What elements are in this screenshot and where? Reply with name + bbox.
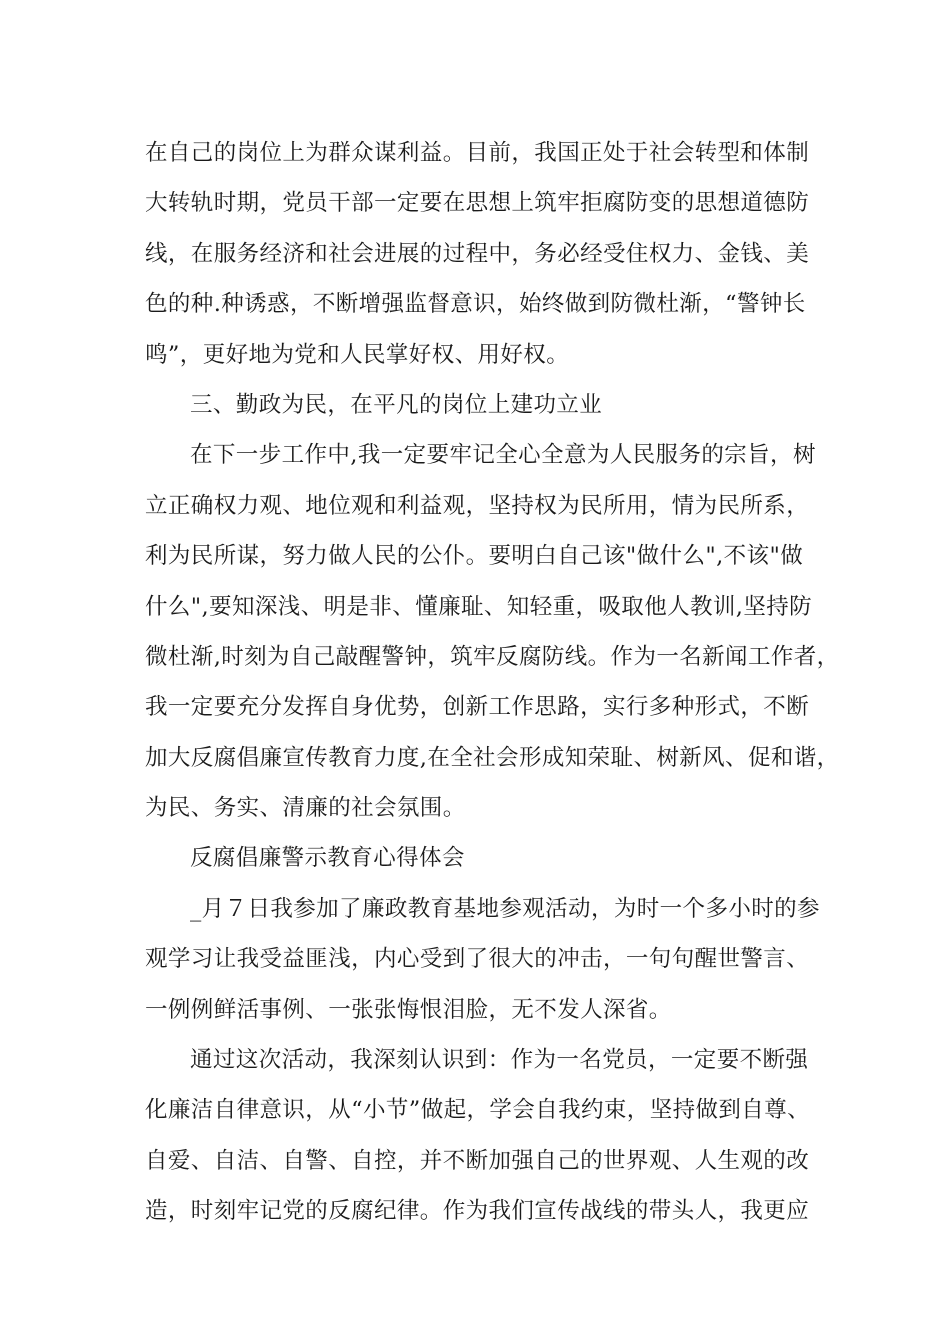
text-line: 化廉洁自律意识，从“小节”做起，学会自我约束，坚持做到自尊、 <box>145 1097 811 1124</box>
text-line: 利为民所谋，努力做人民的公仆。要明白自己该"做什么",不该"做 <box>145 543 804 570</box>
text-line: 自爱、自洁、自警、自控，并不断加强自己的世界观、人生观的改 <box>145 1147 810 1174</box>
text-line: 加大反腐倡廉宣传教育力度,在全社会形成知荣耻、树新风、促和谐， <box>145 744 840 771</box>
text-line: 为民、务实、清廉的社会氛围。 <box>145 795 466 822</box>
text-line: 立正确权力观、地位观和利益观，坚持权为民所用，情为民所系， <box>145 492 810 519</box>
section-heading: 三、勤政为民，在平凡的岗位上建功立业 <box>190 391 603 418</box>
paragraph-start-line: _月７日我参加了廉政教育基地参观活动，为时一个多小时的参 <box>190 895 820 922</box>
text-line: 鸣”，更好地为党和人民掌好权、用好权。 <box>145 341 570 368</box>
text-line: 色的种.种诱惑，不断增强监督意识，始终做到防微杜渐，“警钟长 <box>145 291 806 318</box>
paragraph-start-line: 在下一步工作中,我一定要牢记全心全意为人民服务的宗旨，树 <box>190 442 816 469</box>
text-line: 造，时刻牢记党的反腐纪律。作为我们宣传战线的带头人，我更应 <box>145 1198 810 1225</box>
text-line: 线，在服务经济和社会进展的过程中，务必经受住权力、金钱、美 <box>145 240 810 267</box>
document-title: 反腐倡廉警示教育心得体会 <box>190 845 465 872</box>
paragraph-start-line: 通过这次活动，我深刻认识到：作为一名党员，一定要不断强 <box>190 1047 809 1074</box>
document-body <box>145 128 840 1237</box>
text-line: 微杜渐,时刻为自己敲醒警钟，筑牢反腐防线。作为一名新闻工作者， <box>145 643 840 670</box>
text-line: 观学习让我受益匪浅，内心受到了很大的冲击，一句句醒世警言、 <box>145 946 810 973</box>
text-line: 在自己的岗位上为群众谋利益。目前，我国正处于社会转型和体制 <box>145 140 810 166</box>
text-line: 一例例鲜活事例、一张张悔恨泪脸，无不发人深省。 <box>145 996 672 1023</box>
text-line: 我一定要充分发挥自身优势，创新工作思路，实行多种形式，不断 <box>145 694 810 721</box>
text-line: 大转轨时期，党员干部一定要在思想上筑牢拒腐防变的思想道德防 <box>145 190 810 217</box>
text-line: 什么",要知深浅、明是非、懂廉耻、知轻重，吸取他人教训,坚持防 <box>145 593 813 620</box>
